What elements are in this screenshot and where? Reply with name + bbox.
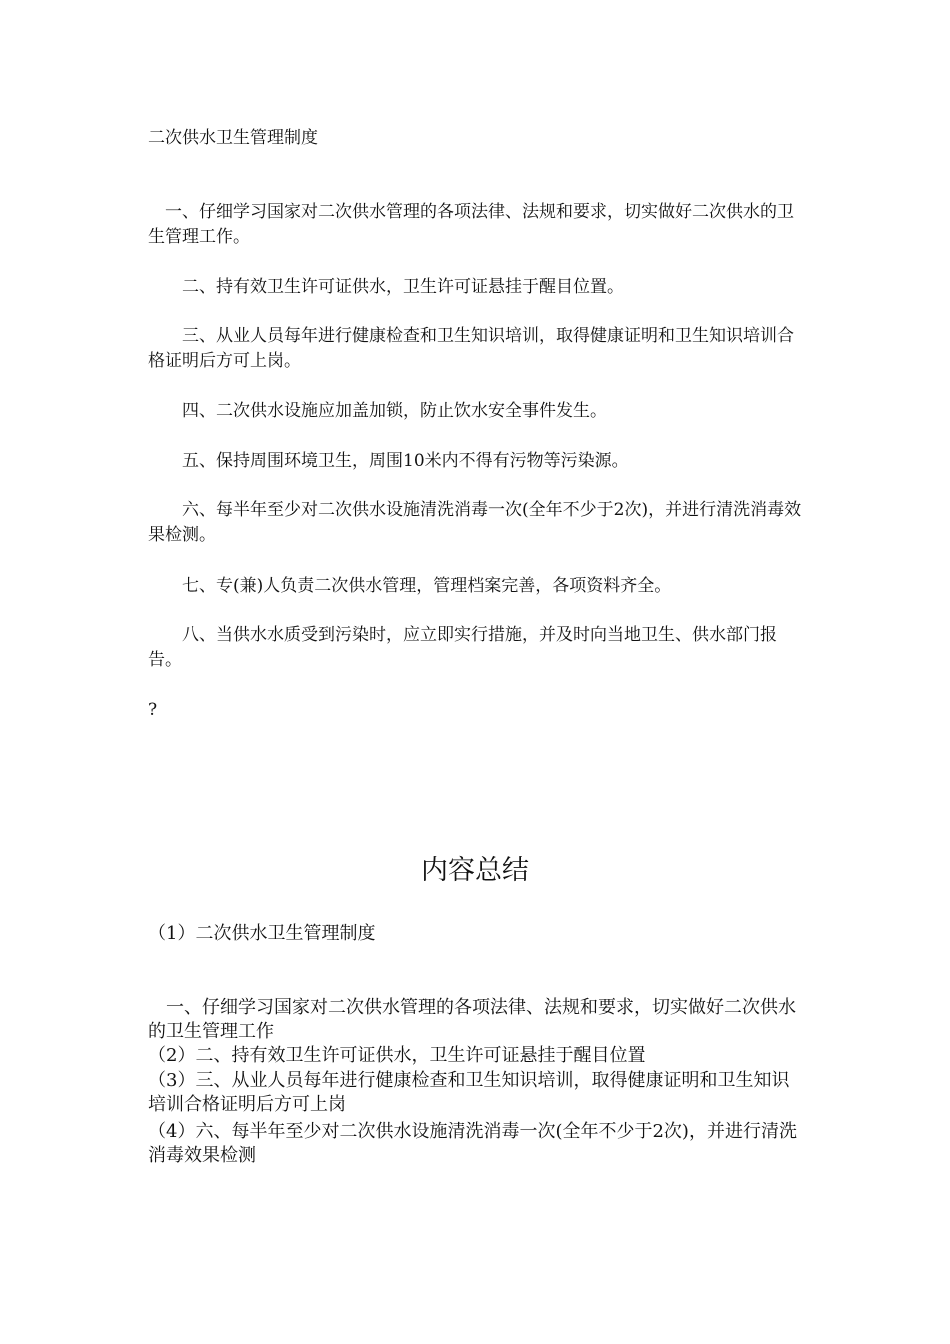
rule-item-2: 二、持有效卫生许可证供水，卫生许可证悬挂于醒目位置。 (148, 277, 624, 297)
document-title: 二次供水卫生管理制度 (148, 128, 318, 148)
summary-line-1: （1）二次供水卫生管理制度 (148, 923, 376, 944)
stray-mark: ? (148, 700, 158, 720)
summary-heading: 内容总结 (421, 855, 529, 886)
rule-item-7: 七、专(兼)人负责二次供水管理，管理档案完善，各项资料齐全。 (148, 576, 672, 596)
rule-item-3: 三、从业人员每年进行健康检查和卫生知识培训，取得健康证明和卫生知识培训合格证明后方可上岗。 (148, 326, 794, 371)
rule-item-8: 八、当供水水质受到污染时，应立即实行措施，并及时向当地卫生、供水部门报告。 (148, 625, 777, 670)
rule-item-1: 一、仔细学习国家对二次供水管理的各项法律、法规和要求，切实做好二次供水的卫生管理工作。 (148, 202, 794, 247)
summary-line-5: （4）六、每半年至少对二次供水设施清洗消毒一次(全年不少于2次)，并进行清洗消毒效果检测 (148, 1121, 797, 1166)
rule-item-6: 六、每半年至少对二次供水设施清洗消毒一次(全年不少于2次)，并进行清洗消毒效果检测。 (148, 500, 802, 545)
rule-item-4: 四、二次供水设施应加盖加锁，防止饮水安全事件发生。 (148, 401, 607, 421)
summary-line-2: 一、仔细学习国家对二次供水管理的各项法律、法规和要求，切实做好二次供水的卫生管理工作 (148, 997, 796, 1042)
summary-line-4: （3）三、从业人员每年进行健康检查和卫生知识培训，取得健康证明和卫生知识培训合格证明后方可上岗 (148, 1070, 790, 1115)
summary-line-3: （2）二、持有效卫生许可证供水，卫生许可证悬挂于醒目位置 (148, 1045, 646, 1066)
rule-item-5: 五、保持周围环境卫生，周围10米内不得有污物等污染源。 (148, 451, 629, 471)
